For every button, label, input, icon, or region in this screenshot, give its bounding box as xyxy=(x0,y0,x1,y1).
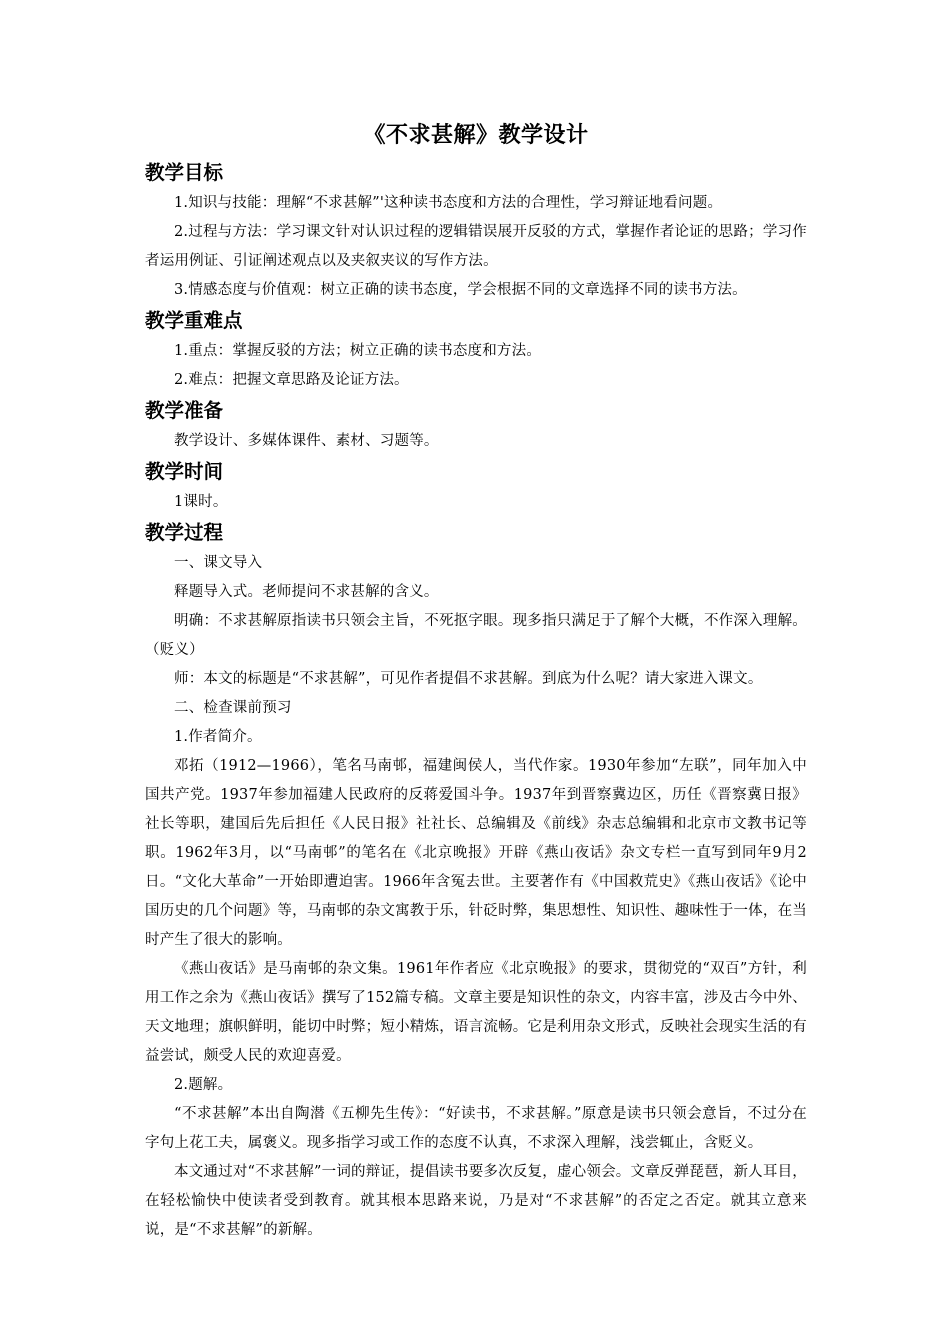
paragraph: 2.难点：把握文章思路及论证方法。 xyxy=(174,372,409,388)
paragraph: 《燕山夜话》是马南邨的杂文集。1961年作者应《北京晚报》的要求，贯彻党的“双百”方针，利用工作之余为《燕山夜话》撰写了152篇专稿。文章主要是知识性的杂文，内容丰富，涉及古今中外、天文地理；旗帜鲜明，能切中时弊；短小精炼，语言流畅。它是利用杂文形式，反映社会现实生活的有益尝试，颇受人民的欢迎喜爱。 xyxy=(145,961,807,1064)
paragraph: “不求甚解”本出自陶潜《五柳先生传》：“好读书，不求甚解。”原意是读书只领会意旨，不过分在字句上花工夫，属褒义。现多指学习或工作的态度不认真，不求深入理解，浅尝辄止，含贬义。 xyxy=(145,1106,807,1151)
document-page xyxy=(145,118,807,1245)
paragraph: 1.作者简介。 xyxy=(174,729,262,745)
section-heading: 教学准备 xyxy=(145,399,224,422)
section-time xyxy=(145,456,807,517)
paragraph: 2.过程与方法：学习课文针对认识过程的逻辑错误展开反驳的方式，掌握作者论证的思路；学习作者运用例证、引证阐述观点以及夹叙夹议的写作方法。 xyxy=(145,224,807,269)
paragraph: 释题导入式。老师提问不求甚解的含义。 xyxy=(174,584,439,600)
paragraph: 邓拓（1912—1966），笔名马南邨，福建闽侯人，当代作家。1930年参加“左联”，同年加入中国共产党。1937年参加福建人民政府的反蒋爱国斗争。1937年到晋察冀边区，历任《晋察冀日报》社长等职，建国后先后担任《人民日报》社社长、总编辑及《前线》杂志总编辑和北京市文教书记等职。1962年3月，以“马南邨”的笔名在《北京晚报》开辟《燕山夜话》杂文专栏一直写到同年9月2日。“文化大革命”一开始即遭迫害。1966年含冤去世。主要著作有《中国救荒史》《燕山夜话》《论中国历史的几个问题》等，马南邨的杂文寓教于乐，针砭时弊，集思想性、知识性、趣味性于一体，在当时产生了很大的影响。 xyxy=(145,758,807,948)
section-heading: 教学目标 xyxy=(145,161,224,184)
section-preparation xyxy=(145,395,807,456)
section-heading: 教学时间 xyxy=(145,460,224,483)
section-heading: 教学重难点 xyxy=(145,309,243,332)
document-title: 《不求甚解》教学设计 xyxy=(363,123,589,148)
paragraph: 明确：不求甚解原指读书只领会主旨，不死抠字眼。现多指只满足于了解个大概，不作深入理解。（贬义） xyxy=(145,613,807,658)
paragraph: 1课时。 xyxy=(174,494,228,510)
paragraph: 3.情感态度与价值观：树立正确的读书态度，学会根据不同的文章选择不同的读书方法。 xyxy=(174,282,747,298)
paragraph: 2.题解。 xyxy=(174,1077,233,1093)
paragraph: 1.知识与技能：理解“不求甚解”'这种读书态度和方法的合理性，学习辩证地看问题。 xyxy=(174,195,723,211)
section-heading: 教学过程 xyxy=(145,521,224,544)
paragraph: 本文通过对“不求甚解”一词的辩证，提倡读书要多次反复，虚心领会。文章反弹琵琶，新人耳目，在轻松愉快中使读者受到教育。就其根本思路来说，乃是对“不求甚解”的否定之否定。就其立意来说，是“不求甚解”的新解。 xyxy=(145,1164,807,1238)
section-key-points xyxy=(145,305,807,395)
section-objectives xyxy=(145,157,807,305)
paragraph: 教学设计、多媒体课件、素材、习题等。 xyxy=(174,433,439,449)
paragraph: 一、课文导入 xyxy=(174,555,263,571)
section-process xyxy=(145,517,807,1245)
paragraph: 1.重点：掌握反驳的方法；树立正确的读书态度和方法。 xyxy=(174,343,542,359)
paragraph: 师：本文的标题是“不求甚解”，可见作者提倡不求甚解。到底为什么呢？请大家进入课文。 xyxy=(174,671,763,687)
paragraph: 二、检查课前预习 xyxy=(174,700,292,716)
